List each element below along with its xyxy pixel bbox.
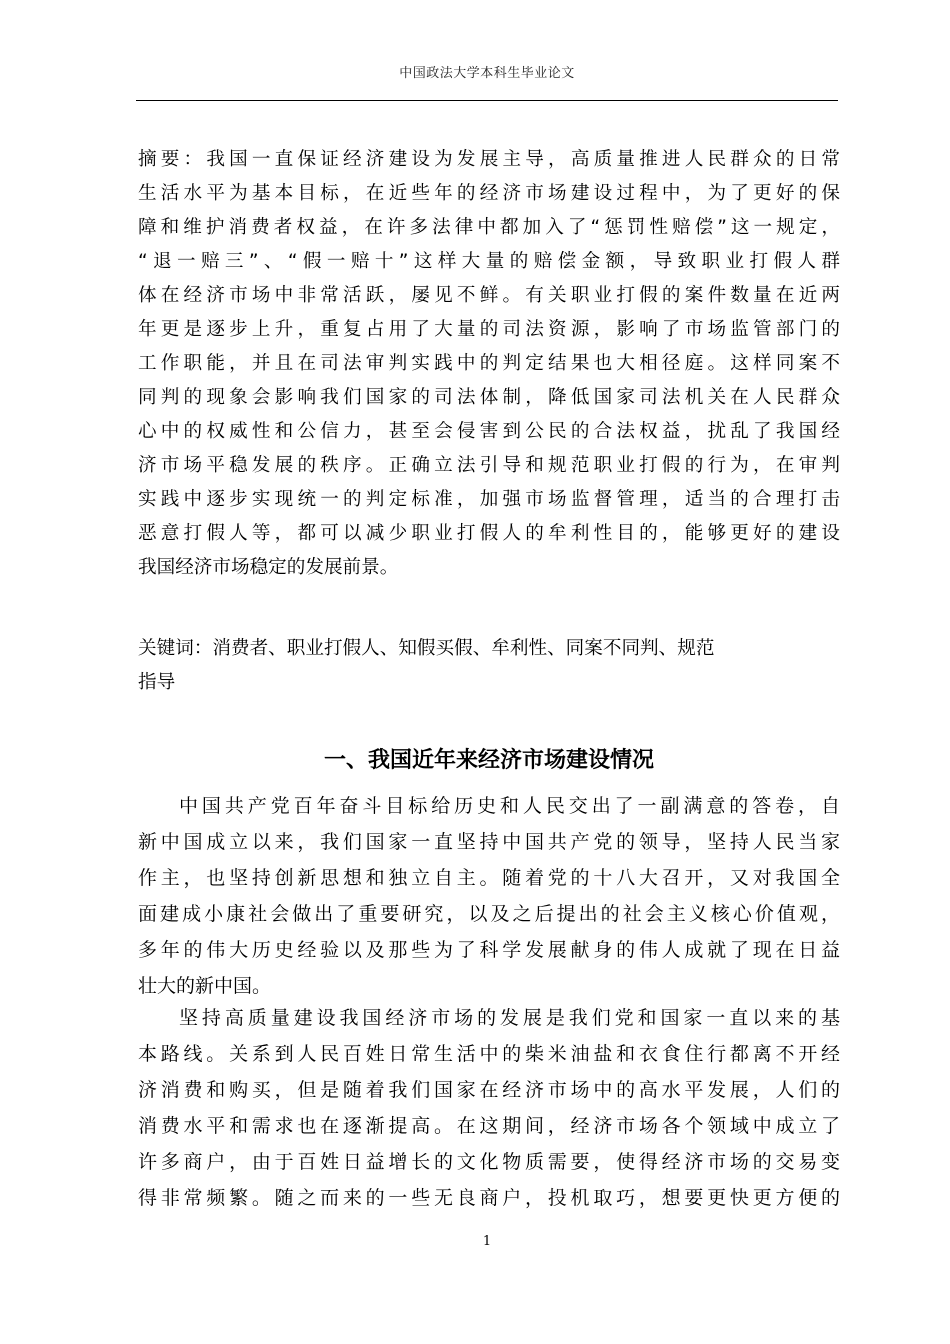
paragraph-line: 得非常频繁。随之而来的一些无良商户，投机取巧，想要更快更方便的 <box>138 1187 840 1209</box>
paragraph-line: 新中国成立以来，我们国家一直坚持中国共产党的领导，坚持人民当家 <box>138 831 840 853</box>
abstract-line: 年更是逐步上升，重复占用了大量的司法资源，影响了市场监管部门的 <box>138 319 840 340</box>
abstract <box>138 143 840 585</box>
body-paragraph <box>138 1000 840 1216</box>
header-rule <box>136 100 838 101</box>
paragraph-line: 许多商户，由于百姓日益增长的文化物质需要，使得经济市场的交易变 <box>138 1151 840 1173</box>
abstract-line: 实践中逐步实现统一的判定标准，加强市场监督管理，适当的合理打击 <box>138 489 840 510</box>
abstract-line: 恶意打假人等，都可以减少职业打假人的牟利性目的，能够更好的建设 <box>138 523 840 544</box>
abstract-line: 工作职能，并且在司法审判实践中的判定结果也大相径庭。这样同案不 <box>138 353 840 374</box>
section-heading: 一、我国近年来经济市场建设情况 <box>323 748 654 773</box>
keywords <box>138 632 840 700</box>
page-number: 1 <box>482 1234 492 1249</box>
abstract-line: “退一赔三”、“假一赔十”这样大量的赔偿金额，导致职业打假人群 <box>138 251 840 272</box>
abstract-line: 体在经济市场中非常活跃，屡见不鲜。有关职业打假的案件数量在近两 <box>138 285 840 306</box>
paragraph-line: 作主，也坚持创新思想和独立自主。随着党的十八大召开，又对我国全 <box>138 867 840 889</box>
keywords-line: 关键词：消费者、职业打假人、知假买假、牟利性、同案不同判、规范 <box>138 638 715 659</box>
abstract-line: 障和维护消费者权益，在许多法律中都加入了“惩罚性赔偿”这一规定， <box>138 217 840 238</box>
keywords-line: 指导 <box>138 672 176 693</box>
running-header: 中国政法大学本科生毕业论文 <box>399 66 575 81</box>
paragraph-line: 本路线。关系到人民百姓日常生活中的柴米油盐和衣食住行都离不开经 <box>138 1043 840 1065</box>
abstract-line: 生活水平为基本目标，在近些年的经济市场建设过程中，为了更好的保 <box>138 183 840 204</box>
abstract-line: 摘要：我国一直保证经济建设为发展主导，高质量推进人民群众的日常 <box>138 149 840 170</box>
body-paragraph <box>138 788 840 1004</box>
abstract-line: 心中的权威性和公信力，甚至会侵害到公民的合法权益，扰乱了我国经 <box>138 421 840 442</box>
paragraph-line: 面建成小康社会做出了重要研究，以及之后提出的社会主义核心价值观， <box>138 903 840 925</box>
abstract-line: 我国经济市场稳定的发展前景。 <box>138 557 399 578</box>
paragraph-line: 中国共产党百年奋斗目标给历史和人民交出了一副满意的答卷，自 <box>179 795 840 817</box>
paragraph-line: 多年的伟大历史经验以及那些为了科学发展献身的伟人成就了现在日益 <box>138 939 840 961</box>
paragraph-line: 济消费和购买，但是随着我们国家在经济市场中的高水平发展，人们的 <box>138 1079 840 1101</box>
paragraph-line: 消费水平和需求也在逐渐提高。在这期间，经济市场各个领域中成立了 <box>138 1115 840 1137</box>
paragraph-line: 壮大的新中国。 <box>138 975 272 997</box>
abstract-line: 济市场平稳发展的秩序。正确立法引导和规范职业打假的行为，在审判 <box>138 455 840 476</box>
paragraph-line: 坚持高质量建设我国经济市场的发展是我们党和国家一直以来的基 <box>179 1007 840 1029</box>
abstract-line: 同判的现象会影响我们国家的司法体制，降低国家司法机关在人民群众 <box>138 387 840 408</box>
